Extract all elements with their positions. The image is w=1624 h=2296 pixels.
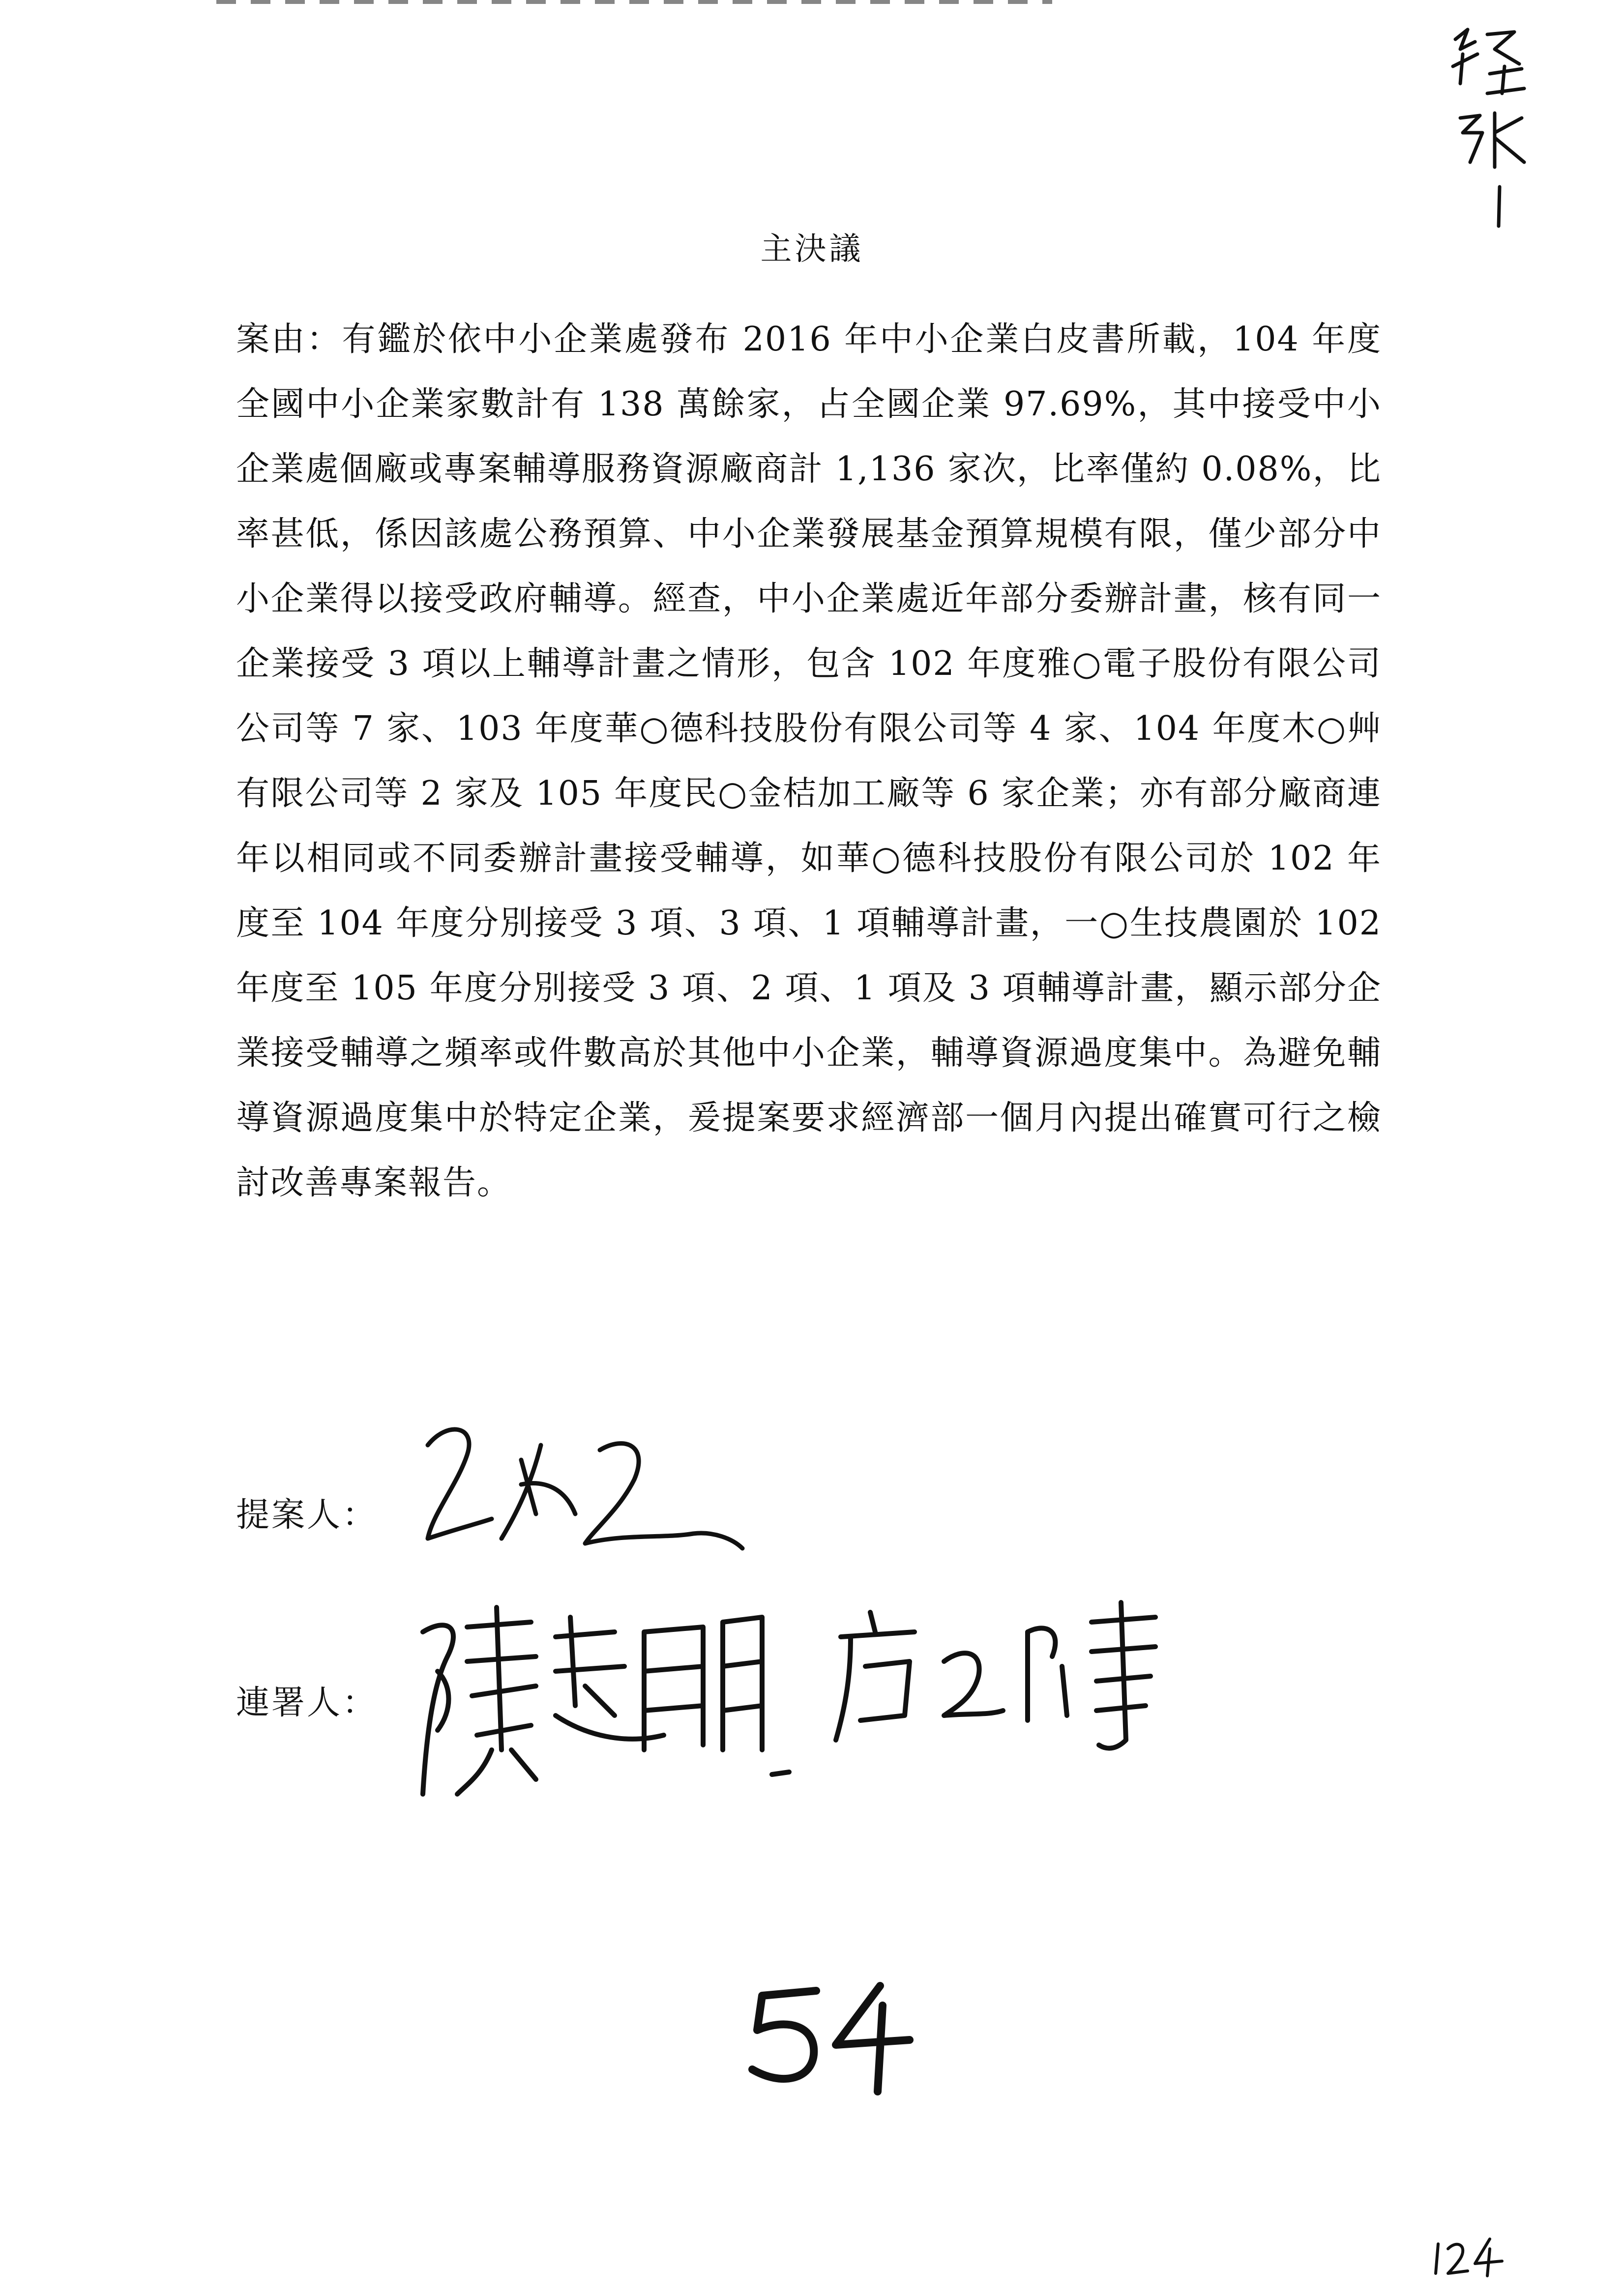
cosigner-label: 連署人：: [236, 1684, 378, 1722]
proposer-signature: [418, 1416, 752, 1578]
scan-edge-marks: [216, 0, 1052, 4]
handwritten-corner-number: [1428, 2234, 1507, 2278]
proposer-label: 提案人：: [236, 1496, 378, 1535]
handwritten-page-number: [742, 1971, 919, 2099]
cosigner-signature-2: [831, 1593, 1175, 1755]
body-paragraph: 案由：有鑑於依中小企業處發布 2016 年中小企業白皮書所載，104 年度全國中小企業家數計有 138 萬餘家，占全國企業 97.69%，其中接受中小企業處個廠或專案輔導服務資源廠商計 1,136 家次，比率僅約 0.08%，比率甚低，係因該處公務預算、中小企業發展基金預算規模有限，僅少部分中小企業得以接受政府輔導。經查，中小企業處近年部分委辦計畫，核有同一企業接受 3 項以上輔導計畫之情形，包含 102 年度雅○電子股份有限公司公司等 7 家、103 年度華○德科技股份有限公司等 4 家、104 年度木○艸有限公司等 2 家及 105 年度民○金桔加工廠等 6 家企業；亦有部分廠商連年以相同或不同委辦計畫接受輔導，如華○德科技股份有限公司於 102 年度至 104 年度分別接受 3 項、3 項、1 項輔導計畫，一○生技農園於 102 年度至 105 年度分別接受 3 項、2 項、1 項及 3 項輔導計畫，顯示部分企業接受輔導之頻率或件數高於其他中小企業，輔導資源過度集中。為避免輔導資源過度集中於特定企業，爰提案要求經濟部一個月內提出確實可行之檢討改善專案報告。: [236, 320, 1382, 1202]
document-title: 主決議: [760, 231, 864, 267]
cosigner-signature-1: [408, 1588, 811, 1804]
handwritten-margin-note: [1441, 20, 1539, 231]
